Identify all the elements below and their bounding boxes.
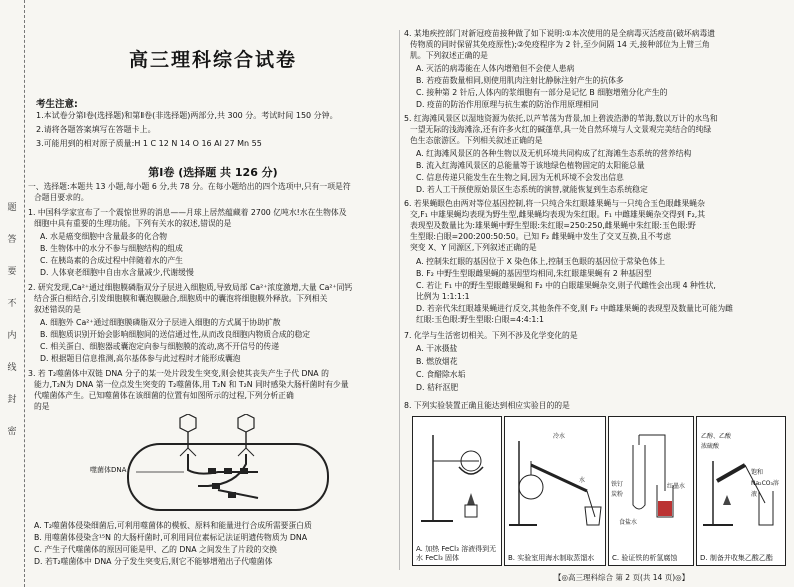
experiment-a: [412, 416, 502, 566]
answer-option: C. 若让 F₁ 中的野生型眼雌果蝇和 F₂ 中的白眼雄果蝇杂交,则子代雌性会出现 4 种性状,: [416, 281, 716, 290]
question-stem: 叙述错误的是: [34, 305, 81, 314]
notice-title: 考生注意:: [36, 99, 78, 110]
question-stem: 传物质的同时保留其免疫原性);②免疫程序为 2 针,至少间隔 14 天,接种部位为上臂三角: [410, 40, 710, 49]
apparatus-label: 炭粉: [611, 491, 624, 498]
experiment-caption: B. 实验室用海水制取蒸馏水: [508, 554, 595, 562]
answer-option: A. 灭活的病毒能在人体内增殖但不会使人患病: [416, 64, 575, 73]
answer-option: A. 细胞外 Ca²⁺通过细胞膜磷脂双分子层进入细胞的方式属于协助扩散: [40, 318, 281, 327]
answer-option: B. 燃放烟花: [416, 357, 458, 366]
page-footer: 【◎高三理科综合 第 2 页(共 14 页)◎】: [554, 573, 690, 582]
answer-option: C. 产生子代噬菌体的原因可能是甲、乙的 DNA 之间发生了片段的交换: [34, 545, 278, 554]
question-stem: 2. 研究发现,Ca²⁺通过细胞膜磷脂双分子层进入细胞质,导致局部 Ca²⁺浓度激增,大量 Ca²⁺同钙: [28, 283, 353, 292]
answer-option: D. 若T₂噬菌体中 DNA 分子发生突变后,则它不能够增殖出子代噬菌体: [34, 557, 273, 566]
question-stem: 能力,T₂N为 DNA 第一位点发生突变的 T₂噬菌体,用 T₂N 和 T₂N 同时感染大肠杆菌时有少量: [34, 380, 349, 389]
question-stem: 7. 化学与生活密切相关。下列不涉及化学变化的是: [404, 331, 578, 340]
experiment-caption: A. 加热 FeCl₃ 溶液得到无水 FeCl₃ 固体: [416, 545, 497, 562]
notice-line: 1.本试卷分第Ⅰ卷(选择题)和第Ⅱ卷(非选择题)两部分,共 300 分。考试时间 150 分钟。: [36, 111, 338, 120]
answer-option: C. 在胰岛素的合成过程中伴随着水的产生: [40, 256, 183, 265]
experiment-d: [696, 416, 786, 566]
question-stem: 3. 若 T₂噬菌体中双链 DNA 分子的某一处片段发生突变,则会使其丧失产生子代 DNA 的: [28, 369, 329, 378]
left-column: [28, 0, 398, 587]
bacterium-cell: [128, 444, 328, 510]
apparatus-label: 水: [579, 477, 586, 484]
column-divider: [399, 30, 400, 570]
apparatus-label: 乙醇、乙酸: [701, 433, 732, 440]
answer-option: B. 细胞质识别开始会影响细胞间的送信通过性,从而改良细胞内物质合成的稳定: [40, 330, 311, 339]
figure-label: 噬菌体DNA: [90, 466, 127, 474]
question-stem: 肌。下列叙述正确的是: [410, 51, 488, 60]
corrosion-setup-icon: [609, 421, 693, 531]
answer-option: C. 相关蛋白、细胞器或囊泡定向参与细胞膜的流动,离不开信号的传递: [40, 342, 279, 351]
binding-char: 不: [7, 299, 17, 309]
section-title: 第Ⅰ卷 (选择题 共 126 分): [148, 166, 278, 179]
answer-option: B. F₂ 中野生型眼雌果蝇的基因型均相同,朱红眼雄果蝇有 2 种基因型: [416, 269, 652, 278]
answer-option: A. 水是癌变细胞中含量最多的化合物: [40, 232, 168, 241]
question-stem: 6. 若果蝇眼色由两对等位基因控制,将一只纯合朱红眼雄果蝇与一只纯合玉色眼雌果蝇杂: [404, 199, 705, 208]
binding-char: 封: [7, 395, 17, 405]
answer-option: C. 信息传递只能发生在生物之间,因为无机环境不会发出信息: [416, 173, 624, 182]
answer-option: D. 若人工干预使原始景区生态系统的演替,就能恢复到生态系统稳定: [416, 185, 648, 194]
question-stem: 生型眼:白眼=200:200:50:50。已知 F₂ 雌果蝇中发生了交叉互换,且不考虑: [410, 232, 672, 241]
answer-option: A. T₂噬菌体侵染细菌后,可利用噬菌体的模板、原料和能量进行合成所需要蛋白质: [34, 521, 312, 530]
answer-option: 比例为 1:1:1:1: [416, 292, 470, 301]
binding-char: 要: [7, 267, 17, 277]
experiment-caption: C. 验证铁的析氢腐蚀: [612, 554, 678, 562]
answer-option: D. 若亲代朱红眼雄果蝇进行反交,其他条件不变,则 F₂ 中雌雄果蝇的表现型及数量比可能为雌: [416, 304, 733, 313]
apparatus-label: 冷水: [553, 433, 566, 440]
question-stem: 细胞中具有重要的生理功能。下列有关水的叙述,错误的是: [34, 219, 232, 228]
binding-char: 题: [7, 203, 17, 213]
answer-option: C. 接种第 2 针后,人体内的浆细胞有一部分是记忆 B 细胞增殖分化产生的: [416, 88, 668, 97]
binding-margin: [0, 0, 25, 587]
answer-option: 红眼:玉色眼:野生型眼:白眼=4:4:1:1: [416, 315, 544, 324]
answer-option: A. 干冰摄盐: [416, 344, 458, 353]
experiment-caption: D. 制备并收集乙酸乙酯: [700, 554, 773, 562]
answer-option: D. 秸秆沤肥: [416, 383, 459, 392]
question-stem: 结合蛋白相结合,引发细胞膜和囊泡膜融合,细胞质中的囊泡将细胞膜外释放。下列相关: [34, 294, 328, 303]
apparatus-label: 饱和Na₂CO₃溶液: [751, 469, 779, 499]
answer-option: C. 食醋除水垢: [416, 370, 466, 379]
page-title: 高三理科综合试卷: [128, 49, 297, 71]
question-stem: 8. 下列实验装置正确且能达到相应实验目的的是: [404, 401, 570, 410]
dna-strands: [188, 454, 258, 498]
apparatus-label: 红墨水: [667, 483, 686, 490]
question-stem: 交,F₁ 中雄果蝇均表现为野生型,雌果蝇均表现为朱红眼。F₁ 中雌雄果蝇杂交得到 F₂,其: [410, 210, 705, 219]
question-stem: 4. 某地疾控部门对新冠疫苗接种做了如下说明:①本次使用的是全病毒灭活疫苗(破坏病毒遗: [404, 29, 716, 38]
notice-line: 2.请将各题答案填写在答题卡上。: [36, 125, 156, 134]
question-stem: 一望无际的浅海滩涂,还有许多火红的碱蓬草,具一处自然环境与人文景观完美结合的纯绿: [410, 125, 712, 134]
binding-char: 线: [7, 363, 17, 373]
experiment-b: [504, 416, 606, 566]
evaporating-dish-icon: [413, 421, 501, 531]
question-stem: 1. 中国科学家宣布了一个震惊世界的消息——月球上居然蕴藏着 2700 亿吨水!水在生物体及: [28, 208, 347, 217]
binding-char: 密: [7, 427, 17, 437]
question-stem: 5. 红海滩风景区以湿地资源为依托,以芦苇荡为背景,加上碧波浩渺的苇海,数以万计的水鸟和: [404, 114, 718, 123]
experiment-c: [608, 416, 694, 566]
binding-char: 内: [7, 331, 17, 341]
phage-right-icon: [238, 414, 254, 456]
apparatus-label: 食盐水: [619, 519, 638, 526]
question-stem: 代噬菌体产生。已知噬菌体在该细菌的位置有如图所示的过程,下列分析正确: [34, 391, 294, 400]
apparatus-label: 浓硫酸: [701, 443, 720, 450]
answer-option: A. 红海滩风景区的各种生物以及无机环境共同构成了红海滩生态系统的营养结构: [416, 149, 692, 158]
question-stem: 突变 X、Y 同源区,下列叙述正确的是: [410, 243, 537, 252]
answer-option: B. 流入红海滩风景区的总能量等于该地绿色植物固定的太阳能总量: [416, 161, 645, 170]
apparatus-label: 铁钉: [611, 481, 624, 488]
question-stem: 色生态旅游区。下列相关叙述正确的是: [410, 136, 543, 145]
answer-option: D. 疫苗的防治作用原理与抗生素的防治作用原理相同: [416, 100, 599, 109]
section-intro: 合题目要求的。: [34, 193, 89, 202]
question-stem: 表现型及数量比为:雄果蝇中野生型眼:朱红眼=250:250,雌果蝇中朱红眼:玉色眼:野: [410, 221, 696, 230]
answer-option: D. 人体衰老细胞中自由水含量减少,代谢缓慢: [40, 268, 194, 277]
phage-left-icon: [180, 414, 196, 456]
question-stem: 的是: [34, 402, 50, 411]
answer-option: B. 用噬菌体侵染含¹⁵N 的大肠杆菌时,可利用同位素标记法证明遗传物质为 DNA: [34, 533, 308, 542]
notice-line: 3.可能用到的相对原子质量:H 1 C 12 N 14 O 16 Al 27 Mn 55: [36, 139, 262, 148]
binding-char: 答: [7, 235, 17, 245]
right-column: [404, 0, 788, 587]
answer-option: B. 生物体中的水分不参与细胞结构的组成: [40, 244, 183, 253]
section-intro: 一、选择题:本题共 13 小题,每小题 6 分,共 78 分。在每小题给出的四个选项中,只有一项是符: [28, 182, 351, 191]
answer-option: D. 根据题目信息推测,高尔基体参与此过程时才能形成囊泡: [40, 354, 241, 363]
phage-infection-figure: [88, 414, 338, 514]
answer-option: B. 若疫苗数量相同,则使用肌肉注射比静脉注射产生的抗体多: [416, 76, 624, 85]
answer-option: A. 控制朱红眼的基因位于 X 染色体上,控制玉色眼的基因位于常染色体上: [416, 257, 666, 266]
